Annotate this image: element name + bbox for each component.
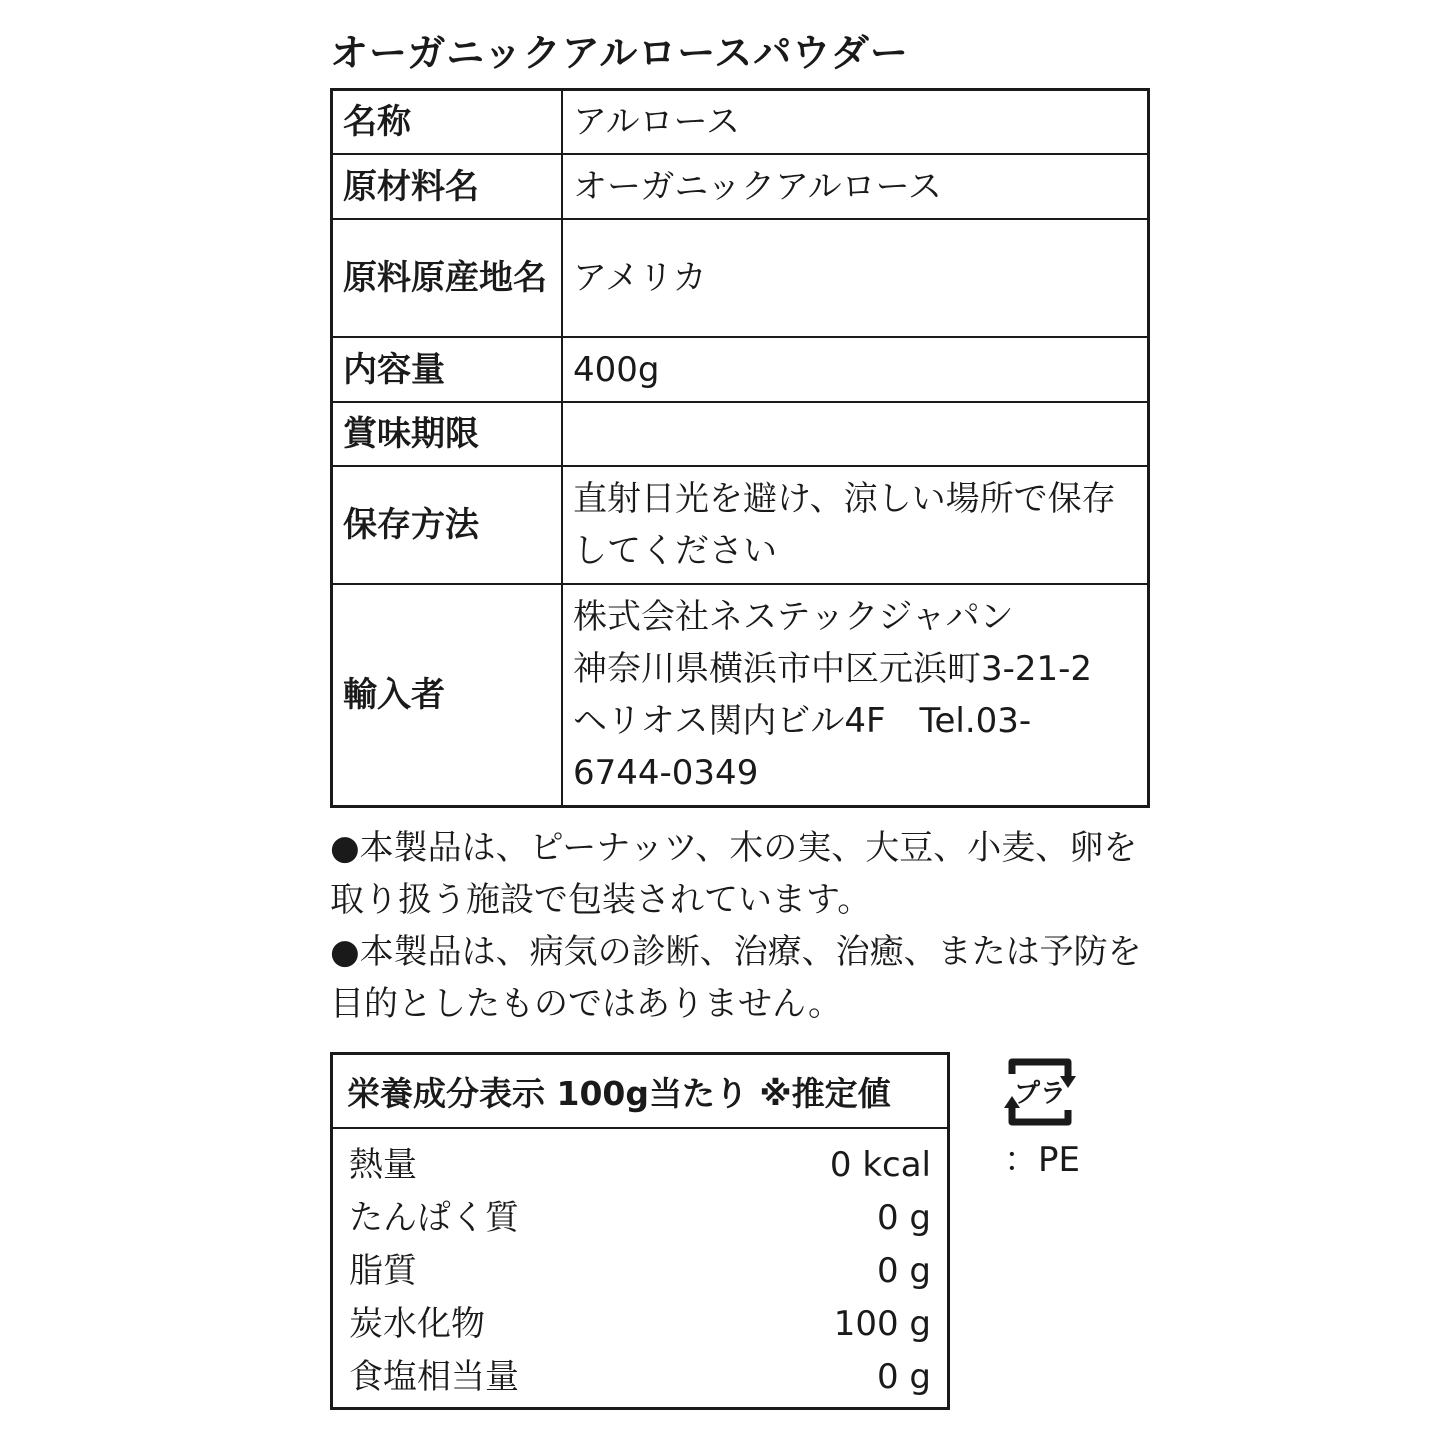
label-value: 直射日光を避け、涼しい場所で保存してください — [562, 466, 1149, 584]
recycle-material: ：PE — [1004, 1140, 1080, 1180]
product-label-table — [330, 88, 1150, 808]
importer-building: ヘリオス関内ビル4F Tel.03- — [573, 700, 1032, 741]
label-row-name — [332, 90, 1149, 155]
label-value: アルロース — [562, 90, 1149, 155]
nutrient-value: 0 g — [876, 1357, 931, 1397]
importer-address: 神奈川県横浜市中区元浜町3-21-2 — [573, 648, 1093, 689]
label-row-ingredients — [332, 154, 1149, 219]
importer-phone: 6744-0349 — [573, 752, 759, 793]
disclaimer-note: ●本製品は、病気の診断、治療、治癒、または予防を目的としたものではありません。 — [330, 932, 1142, 1024]
nutrient-value: 0 kcal — [829, 1145, 931, 1185]
nutrition-row-salt — [349, 1351, 931, 1404]
label-key: 名称 — [332, 90, 563, 155]
nutrition-header: 栄養成分表示 100g当たり ※推定値 — [333, 1055, 947, 1129]
label-row-storage — [332, 466, 1149, 584]
nutrient-name: 脂質 — [349, 1251, 417, 1291]
nutrient-name: たんぱく質 — [349, 1198, 519, 1238]
nutrition-row-fat — [349, 1245, 931, 1298]
label-row-origin — [332, 219, 1149, 337]
nutrition-row-carbohydrate — [349, 1298, 931, 1351]
label-row-content — [332, 337, 1149, 402]
nutrient-name: 食塩相当量 — [349, 1357, 519, 1397]
label-value: オーガニックアルロース — [562, 154, 1149, 219]
label-key: 輸入者 — [332, 584, 563, 806]
nutrition-facts-table — [330, 1052, 950, 1410]
importer-company: 株式会社ネステックジャパン — [573, 596, 1014, 637]
label-value — [562, 402, 1149, 466]
nutrient-value: 0 g — [876, 1251, 931, 1291]
nutrient-name: 炭水化物 — [349, 1304, 485, 1344]
nutrition-row-protein — [349, 1192, 931, 1245]
label-value — [562, 584, 1149, 806]
label-value: アメリカ — [562, 219, 1149, 337]
nutrition-row-energy — [349, 1139, 931, 1192]
label-key: 原材料名 — [332, 154, 563, 219]
notes — [330, 822, 1170, 1030]
label-key: 原料原産地名 — [332, 219, 563, 337]
pla-mark-text: プラ — [1013, 1079, 1067, 1109]
nutrient-value: 100 g — [833, 1304, 931, 1344]
label-value: 400g — [562, 337, 1149, 402]
label-key: 保存方法 — [332, 466, 563, 584]
label-key: 賞味期限 — [332, 402, 563, 466]
pla-recycle-icon — [998, 1050, 1082, 1134]
label-key: 内容量 — [332, 337, 563, 402]
nutrient-value: 0 g — [876, 1198, 931, 1238]
label-row-best-before — [332, 402, 1149, 466]
product-title: オーガニックアルロースパウダー — [330, 31, 909, 75]
allergen-note: ●本製品は、ピーナッツ、木の実、大豆、小麦、卵を取り扱う施設で包装されています。 — [330, 828, 1138, 920]
label-row-importer — [332, 584, 1149, 806]
nutrient-name: 熱量 — [349, 1145, 417, 1185]
